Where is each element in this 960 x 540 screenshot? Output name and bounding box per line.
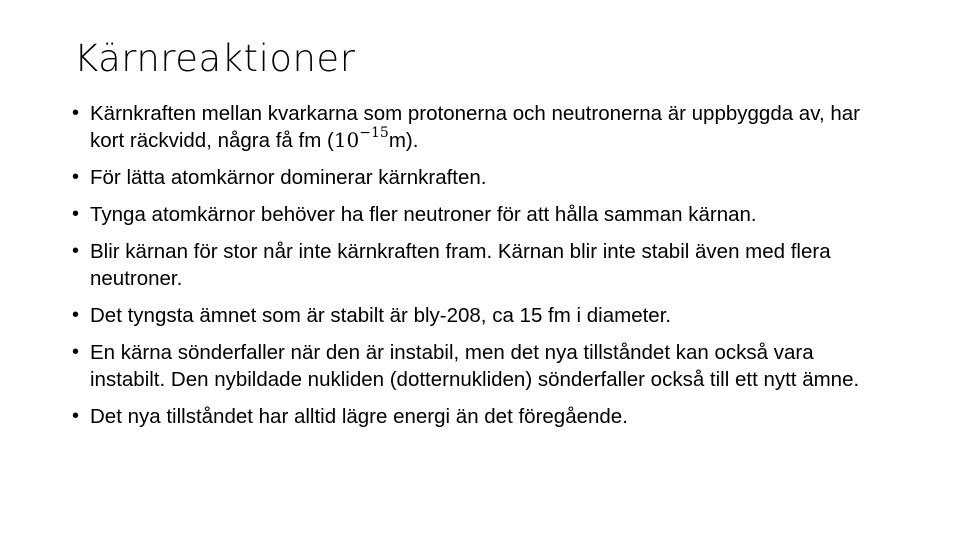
- bullet-text: m).: [388, 129, 419, 152]
- bullet-list: [72, 100, 892, 440]
- math-expression: [333, 125, 389, 152]
- bullet-item: • Det tyngsta ämnet som är stabilt är bly-208, ca 15 fm i diameter.: [72, 302, 892, 329]
- bullet-item: • Det nya tillståndet har alltid lägre energi än det föregående.: [72, 403, 892, 430]
- bullet-item: • Tynga atomkärnor behöver ha fler neutroner för att hålla samman kärnan.: [72, 201, 892, 228]
- math-base: 10: [333, 128, 360, 152]
- bullet-item: [72, 100, 892, 154]
- math-exponent: −15: [359, 125, 389, 142]
- bullet-text: Kärnkraften mellan kvarkarna som protonerna och neutronerna är uppbyggda av, har kort räckvidd, några få fm (: [90, 102, 860, 152]
- bullet-item: • En kärna sönderfaller när den är instabil, men det nya tillståndet kan också vara instabilt. Den nybildade nukliden (dotternukliden) sönderfaller också till ett nytt ämne.: [72, 339, 892, 393]
- slide-title: Kärnreaktioner: [74, 37, 356, 80]
- bullet-item: • Blir kärnan för stor når inte kärnkraften fram. Kärnan blir inte stabil även med flera neutroner.: [72, 238, 892, 292]
- bullet-item: • För lätta atomkärnor dominerar kärnkraften.: [72, 164, 892, 191]
